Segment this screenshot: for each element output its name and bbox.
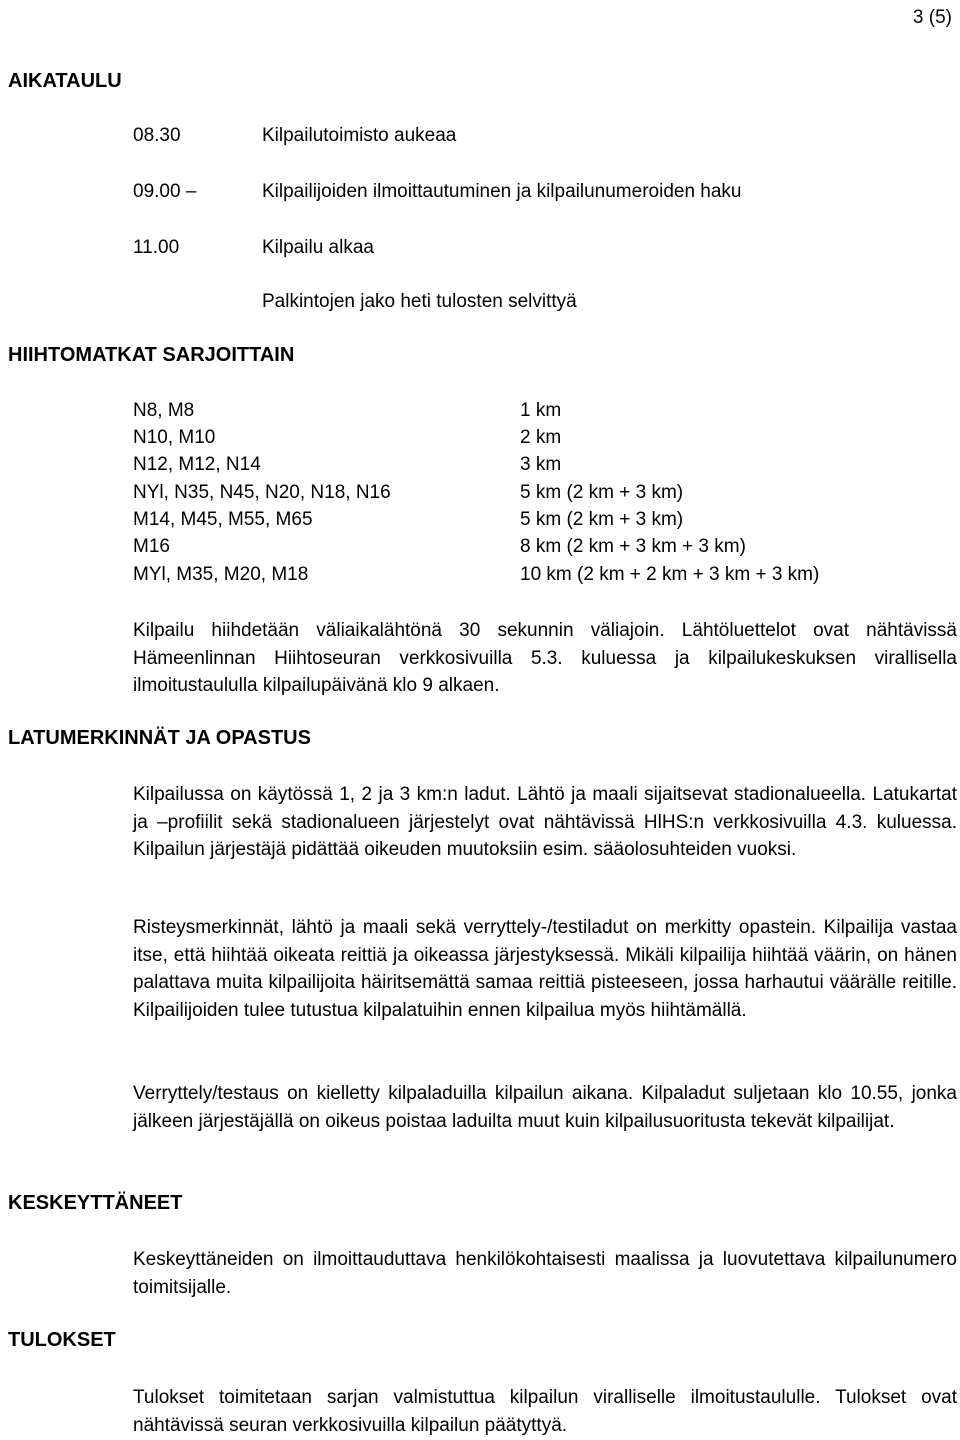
class-name: NYl, N35, N45, N20, N18, N16 (133, 482, 391, 503)
class-distance: 10 km (2 km + 2 km + 3 km + 3 km) (520, 564, 820, 585)
class-name: N8, M8 (133, 400, 195, 421)
class-name: N10, M10 (133, 427, 216, 448)
class-distance: 5 km (2 km + 3 km) (520, 482, 684, 503)
schedule-time: 08.30 (133, 125, 181, 146)
classes-note: Kilpailu hiihdetään väliaikalähtönä 30 sekunnin väliajoin. Lähtöluettelot ovat nähtävissä Hämeenlinnan Hiihtoseuran verkkosivuilla 5.3. kuluessa ja kilpailukeskuksen virallisella ilmoitustaululla kilpailupäivänä klo 9 alkaen. (133, 620, 957, 696)
schedule-time: 11.00 (133, 237, 180, 258)
markings-heading: LATUMERKINNÄT JA OPASTUS (8, 727, 311, 749)
class-name: M16 (133, 536, 170, 557)
class-name: N12, M12, N14 (133, 454, 261, 475)
schedule-time: 09.00 – (133, 181, 197, 202)
dropouts-text: Keskeyttäneiden on ilmoittauduttava henkilökohtaisesti maalissa ja luovutettava kilpailunumero toimitsijalle. (133, 1249, 957, 1298)
markings-paragraph: Verryttely/testaus on kielletty kilpaladuilla kilpailun aikana. Kilpaladut suljetaan klo 10.55, jonka jälkeen järjestäjällä on oikeus poistaa laduilta muut kuin kilpailusuoritusta tekevät kilpailijat. (133, 1083, 957, 1132)
schedule-event: Palkintojen jako heti tulosten selvittyä (262, 291, 577, 312)
results-text: Tulokset toimitetaan sarjan valmistuttua kilpailun viralliselle ilmoitustaululle. Tulokset ovat nähtävissä seuran verkkosivuilla kilpailun päätyttyä. (133, 1387, 957, 1436)
class-distance: 3 km (520, 454, 562, 475)
classes-heading: HIIHTOMATKAT SARJOITTAIN (8, 344, 295, 366)
schedule-heading: AIKATAULU (8, 70, 122, 92)
markings-paragraph: Risteysmerkinnät, lähtö ja maali sekä verryttely-/testiladut on merkitty opastein. Kilpailija vastaa itse, että hiihtää oikeata reittiä ja oikeassa järjestyksessä. Mikäli kilpailija hiihtää väärin, on hänen palattava muita kilpailijoita häiritsemättä samaa reittiä pisteeseen, jossa harhautui väärälle reitille. Kilpailijoiden tulee tutustua kilpalatuihin ennen kilpailua myös hiihtämällä. (133, 917, 957, 1021)
class-distance: 8 km (2 km + 3 km + 3 km) (520, 536, 746, 557)
schedule-event: Kilpailijoiden ilmoittautuminen ja kilpailunumeroiden haku (262, 181, 742, 202)
class-name: MYl, M35, M20, M18 (133, 564, 309, 585)
class-distance: 5 km (2 km + 3 km) (520, 509, 684, 530)
class-distance: 1 km (520, 400, 562, 421)
markings-paragraph: Kilpailussa on käytössä 1, 2 ja 3 km:n ladut. Lähtö ja maali sijaitsevat stadionalueella. Latukartat ja –profiilit sekä stadionalueen järjestelyt ovat nähtävissä HlHS:n verkkosivuilla 4.3. kuluessa. Kilpailun järjestäjä pidättää oikeuden muutoksiin esim. sääolosuhteiden vuoksi. (133, 784, 957, 860)
page-number: 3 (5) (912, 7, 952, 28)
class-distance: 2 km (520, 427, 562, 448)
results-heading: TULOKSET (8, 1329, 116, 1351)
schedule-event: Kilpailu alkaa (262, 237, 374, 258)
dropouts-heading: KESKEYTTÄNEET (8, 1192, 183, 1214)
schedule-event: Kilpailutoimisto aukeaa (262, 125, 457, 146)
class-name: M14, M45, M55, M65 (133, 509, 313, 530)
